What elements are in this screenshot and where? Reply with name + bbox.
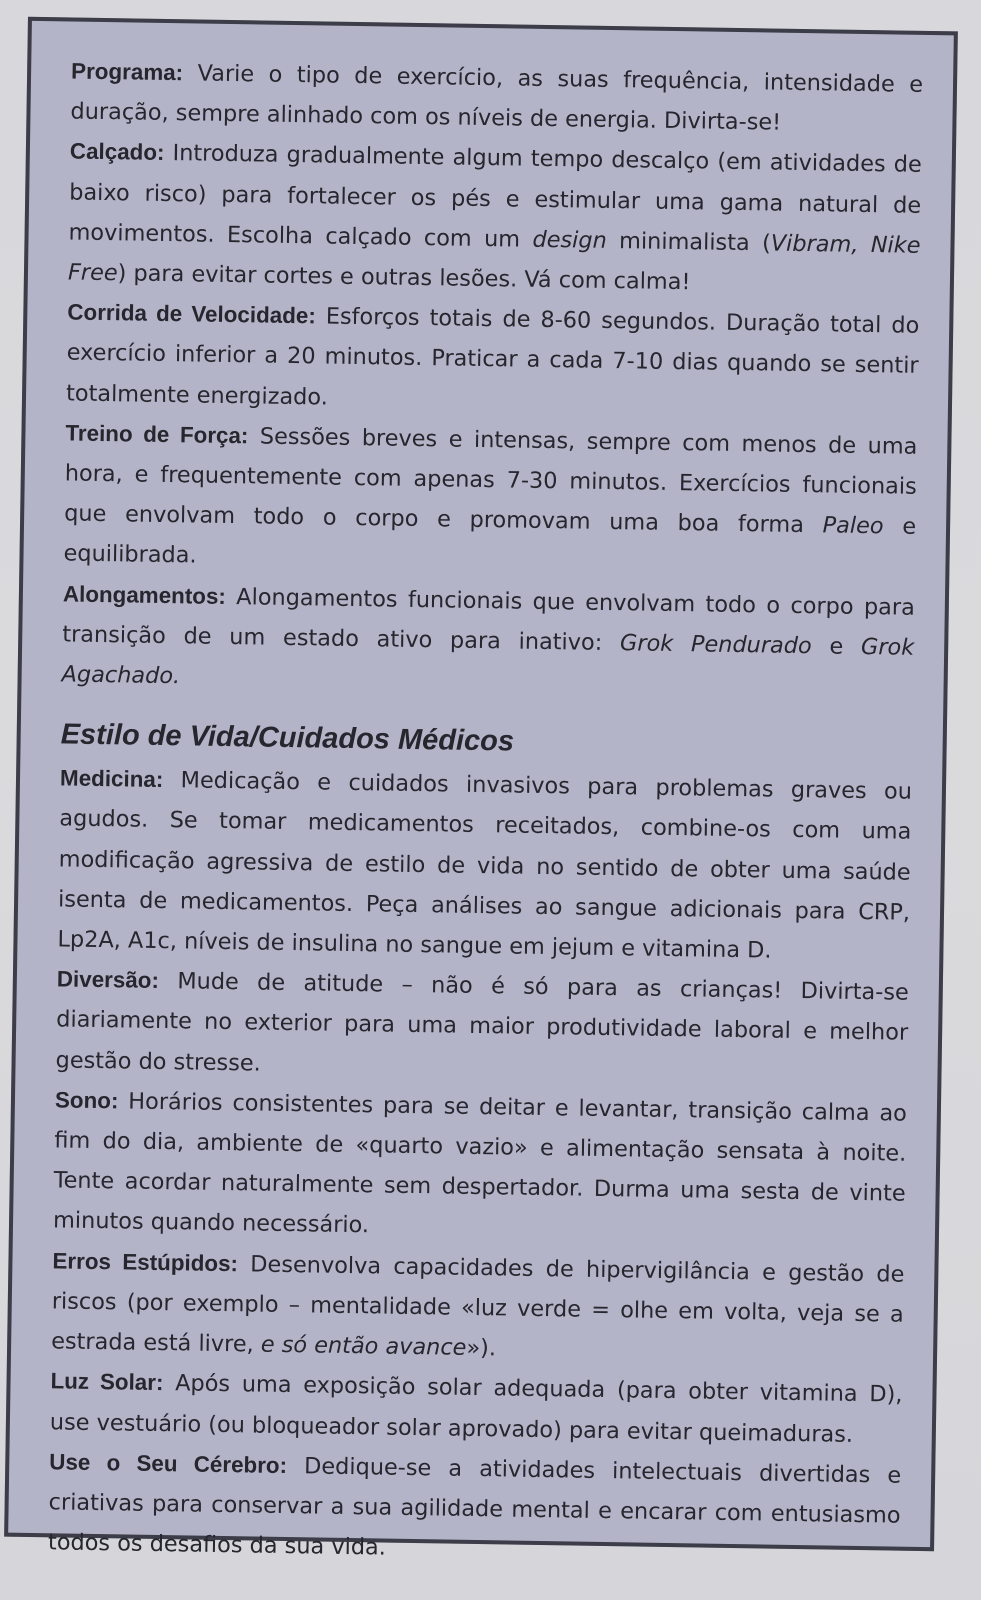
term-erros: Erros Estúpidos: bbox=[52, 1248, 239, 1276]
paragraph-erros bbox=[51, 1241, 905, 1375]
italic-calcado-1: design bbox=[532, 226, 607, 254]
box-content bbox=[48, 51, 924, 1576]
paragraph-sono bbox=[53, 1080, 907, 1254]
italic-calcado-2: Vibram, Nike Free bbox=[67, 230, 921, 287]
term-programa: Programa: bbox=[70, 58, 184, 86]
paragraph-medicina bbox=[57, 759, 912, 973]
italic-erros-1: e só então avance bbox=[260, 1331, 467, 1361]
text-forca-2: e equilibrada. bbox=[63, 513, 917, 569]
text-alongamentos-2: e bbox=[811, 633, 862, 660]
paragraph-programa bbox=[70, 51, 923, 145]
paragraph-calcado bbox=[68, 132, 922, 306]
text-box bbox=[4, 17, 958, 1561]
text-sono: Horários consistentes para se deitar e levantar, transição calma ao fim do dia, ambiente de «quarto vazio» e alimentação sensata à noite. Tente acordar naturalmente sem despertador. Durma uma sesta de vinte minutos quando necessário. bbox=[52, 1088, 908, 1239]
text-erros-2: »). bbox=[466, 1334, 497, 1362]
term-forca: Treino de Força: bbox=[65, 420, 249, 449]
text-diversao: Mude de atitude – não é só para as crianças! Divirta-se diariamente no exterior para uma maior produtividade laboral e melhor gestão do stresse. bbox=[55, 968, 909, 1077]
italic-alongamentos-2: Grok Agachado. bbox=[61, 633, 915, 690]
paragraph-luz bbox=[50, 1362, 903, 1456]
term-sono: Sono: bbox=[54, 1087, 119, 1114]
term-alongamentos: Alongamentos: bbox=[62, 581, 227, 609]
term-calcado: Calçado: bbox=[69, 138, 165, 166]
term-diversao: Diversão: bbox=[56, 966, 160, 994]
text-alongamentos-1: Alongamentos funcionais que envolvam todo o corpo para transição de um estado ativo para inativo: bbox=[62, 583, 916, 657]
paragraph-cerebro bbox=[48, 1442, 902, 1576]
text-luz: Após uma exposição solar adequada (para obter vitamina D), use vestuário (ou bloqueador solar aprovado) para evitar queimaduras. bbox=[49, 1370, 903, 1448]
text-programa: Varie o tipo de exercício, as suas frequência, intensidade e duração, sempre alinhado com os níveis de energia. Divirta-se! bbox=[70, 60, 924, 136]
term-cerebro: Use o Seu Cérebro: bbox=[49, 1449, 288, 1478]
section-title: Estilo de Vida/Cuidados Médicos bbox=[60, 718, 515, 758]
text-calcado-1: Introduza gradualmente algum tempo descalço (em atividades de baixo risco) para fortalecer os pés e estimular uma gama natural de movimentos. Escolha calçado com um bbox=[68, 140, 922, 253]
term-corrida: Corrida de Velocidade: bbox=[67, 299, 316, 329]
text-erros-1: Desenvolva capacidades de hipervigilância e gestão de riscos (por exemplo – mentalidade «luz verde = olhe em volta, veja se a estrada está livre, bbox=[50, 1250, 905, 1358]
term-luz: Luz Solar: bbox=[50, 1368, 164, 1396]
text-calcado-3: ) para evitar cortes e outras lesões. Vá com calma! bbox=[117, 260, 691, 296]
italic-alongamentos-1: Grok Pendurado bbox=[619, 630, 812, 660]
paragraph-alongamentos bbox=[61, 574, 915, 708]
paragraph-diversao bbox=[55, 960, 909, 1094]
text-forca-1: Sessões breves e intensas, sempre com menos de uma hora, e frequentemente com apenas 7-30 minutos. Exercícios funcionais que envolvam todo o corpo e promovam uma boa forma bbox=[63, 423, 918, 539]
text-corrida: Esforços totais de 8-60 segundos. Duração total do exercício inferior a 20 minutos. Praticar a cada 7-10 dias quando se sentir totalmente energizado. bbox=[65, 303, 920, 411]
italic-forca-1: Paleo bbox=[822, 512, 884, 540]
text-cerebro: Dedique-se a atividades intelectuais divertidas e criativas para conservar a sua agilidade mental e encarar com entusiasmo todos os desafios da sua vida. bbox=[47, 1452, 902, 1561]
paragraph-corrida bbox=[66, 293, 920, 427]
paragraph-forca bbox=[63, 413, 917, 587]
text-medicina: Medicação e cuidados invasivos para problemas graves ou agudos. Se tomar medicamentos receitados, combine-os com uma modificação agressiva de estilo de vida no sentido de obter uma saúde isenta de medicamentos. Peça análises ao sangue adicionais para CRP, Lp2A, A1c, níveis de insulina no sangue em jejum e vitamina D. bbox=[57, 767, 913, 964]
text-calcado-2: minimalista ( bbox=[606, 227, 772, 257]
term-medicina: Medicina: bbox=[59, 765, 164, 793]
